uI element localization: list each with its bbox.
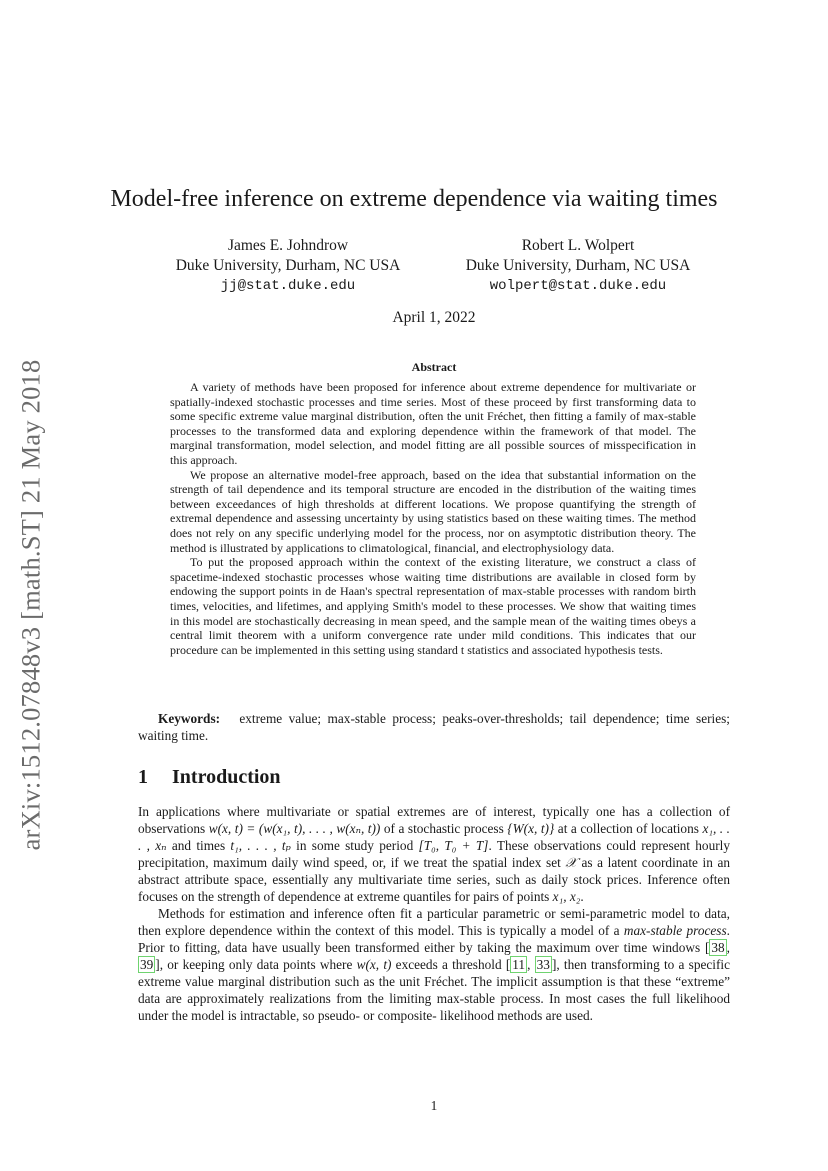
arxiv-identifier-sidebar <box>6 340 56 870</box>
author-affiliation: Duke University, Durham, NC USA <box>465 257 691 274</box>
abstract-paragraph: To put the proposed approach within the context of the existing literature, we construct a class of spacetime-indexed stochastic processes whose waiting time distributions are available in closed form by endowing the support points in de Haan's spectral representation of max-stable processes with random birth times, velocities, and lifetimes, and applying Smith's model to these processes. We show that waiting times in this model are stochastically decreasing in mean speed, and the sample mean of the waiting times obeys a central limit theorem with a uniform convergence rate under mild conditions. This indicates that our procedure can be implemented in this setting using standard t statistics and associated hypothesis tests. <box>170 555 696 657</box>
body-text <box>138 803 730 1024</box>
abstract-heading: Abstract <box>411 360 457 374</box>
body-paragraph-1: In applications where multivariate or spatial extremes are of interest, typically one has a collection of observations w(x, t) = (w(x₁, t), . . . , w(xₙ, t)) of a stochastic process {W(x, t)} at a collection of locations x₁, . . . , xₙ and times t₁, . . . , tₚ in some study period [T₀, T₀ + T]. These observations could represent hourly precipitation, maximum daily wind speed, or, if we treat the spatial index set 𝒳 as a latent coordinate in an abstract attribute space, essentially any multivariate time series, such as daily stock prices. Inference often focuses on the strength of dependence at extreme quantiles for pairs of points x₁, x₂. <box>138 804 731 904</box>
section-title: Introduction <box>172 766 281 788</box>
paper-date: April 1, 2022 <box>392 309 476 326</box>
arxiv-identifier: arXiv:1512.07848v3 [math.ST] 21 May 2018 <box>15 359 46 851</box>
author-block-1 <box>138 236 438 296</box>
abstract-paragraph: We propose an alternative model-free approach, based on the idea that substantial information on the strength of tail dependence and its temporal structure are encoded in the distribution of the waiting times between exceedances of high thresholds at different locations. We propose quantifying the strength of extremal dependence and assessing uncertainty by using statistics based on these waiting times. The method does not rely on any specific underlying model for the process, nor on asymptotic distribution theory. The method is illustrated by applications to climatological, financial, and electrophysiology data. <box>170 467 696 555</box>
citation-link[interactable]: [ 11 , 33 ] <box>505 957 557 972</box>
author-name: James E. Johndrow <box>227 237 349 254</box>
author-affiliation: Duke University, Durham, NC USA <box>175 257 401 274</box>
author-block-2 <box>428 236 728 296</box>
section-number: 1 <box>138 766 148 788</box>
author-name: Robert L. Wolpert <box>521 237 635 254</box>
keywords-text: extreme value; max-stable process; peaks-over-thresholds; tail dependence; time series; waiting time. <box>138 711 730 743</box>
abstract-body <box>170 380 696 657</box>
keywords-label: Keywords: <box>158 711 221 726</box>
citation-link[interactable]: [ 38 , 39 ] <box>140 940 730 972</box>
body-paragraph-2: Methods for estimation and inference often fit a particular parametric or semi-parametric model to data, then explore dependence within the context of this model. This is typically a model of a max-stable process. Prior to fitting, data have usually been transformed either by taking the maximum over time windows [ 38 , 39 ], or keeping only data points where w(x, t) exceeds a threshold [ 11 , 33 ], then transforming to a specific extreme value marginal distribution such as the unit Fréchet. The implicit assumption is that these “extreme” data are approximately realizations from the limiting max-stable process. In most cases the full likelihood under the model is intractable, so pseudo- or composite- likelihood methods are used. <box>138 906 730 1023</box>
author-email[interactable]: wolpert@stat.duke.edu <box>489 278 667 294</box>
page-number: 1 <box>430 1098 438 1113</box>
author-email[interactable]: jj@stat.duke.edu <box>220 278 356 294</box>
section-heading <box>138 766 281 789</box>
keywords-block <box>138 710 730 744</box>
paper-title: Model-free inference on extreme dependence via waiting times <box>110 186 718 212</box>
abstract-paragraph: A variety of methods have been proposed for inference about extreme dependence for multivariate or spatially-indexed stochastic processes and time series. Most of these proceed by first transforming data to some specific extreme value marginal distribution, often the unit Fréchet, then fitting a family of max-stable processes to the transformed data and exploring dependence within the framework of that model. The marginal transformation, model selection, and model fitting are all possible sources of misspecification in this approach. <box>170 380 696 467</box>
